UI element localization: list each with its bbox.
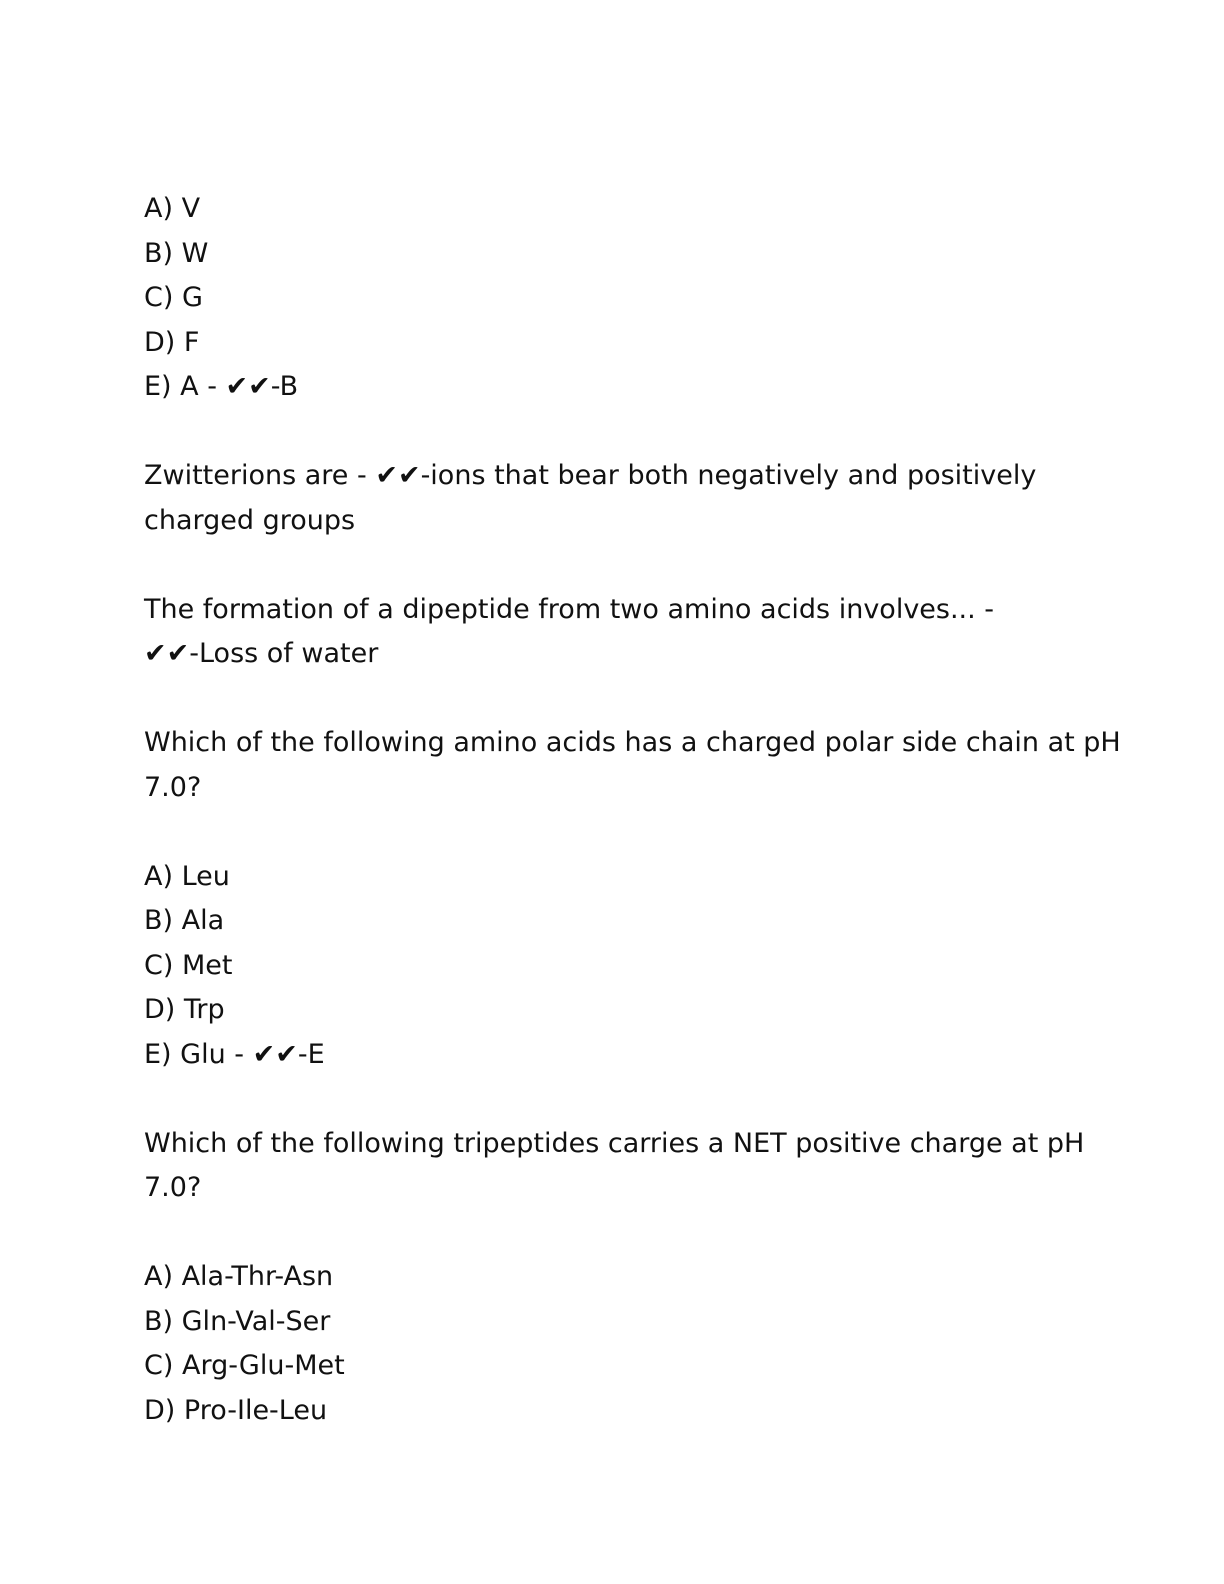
question-text: 7.0? bbox=[144, 771, 202, 803]
option-a: A) V bbox=[144, 193, 201, 224]
spacer bbox=[144, 810, 1084, 855]
option-e-answer: E) A - ✔✔-B bbox=[144, 371, 299, 402]
option-c: C) G bbox=[144, 282, 203, 313]
option-a: A) Leu bbox=[144, 860, 230, 892]
spacer bbox=[144, 543, 1084, 588]
qa-zwitterions bbox=[144, 454, 1084, 543]
option-list-1 bbox=[144, 187, 1084, 410]
option-list-3 bbox=[144, 1255, 1084, 1433]
option-d: D) Pro-Ile-Leu bbox=[144, 1394, 328, 1426]
option-c: C) Met bbox=[144, 949, 233, 981]
question-tripeptide bbox=[144, 1122, 1084, 1211]
option-d: D) Trp bbox=[144, 994, 225, 1025]
spacer bbox=[144, 677, 1084, 722]
option-b: B) W bbox=[144, 237, 209, 269]
question-text: Which of the following tripeptides carries a NET positive charge at pH bbox=[144, 1127, 1085, 1159]
qa-line: Zwitterions are - ✔✔-ions that bear both negatively and positively bbox=[144, 460, 1037, 491]
question-text: Which of the following amino acids has a charged polar side chain at pH bbox=[144, 727, 1121, 758]
qa-line: ✔✔-Loss of water bbox=[144, 638, 379, 669]
option-c: C) Arg-Glu-Met bbox=[144, 1350, 345, 1381]
page-content bbox=[144, 187, 1121, 1433]
qa-line: charged groups bbox=[144, 504, 356, 536]
option-e-answer: E) Glu - ✔✔-E bbox=[144, 1038, 325, 1070]
option-b: B) Ala bbox=[144, 905, 225, 936]
option-d: D) F bbox=[144, 326, 200, 358]
option-a: A) Ala-Thr-Asn bbox=[144, 1261, 334, 1292]
spacer bbox=[144, 1077, 1084, 1122]
spacer bbox=[144, 410, 1084, 455]
qa-dipeptide bbox=[144, 588, 1084, 677]
option-list-2 bbox=[144, 855, 1084, 1078]
question-text: 7.0? bbox=[144, 1172, 202, 1203]
question-charged-polar bbox=[144, 721, 1121, 810]
option-b: B) Gln-Val-Ser bbox=[144, 1305, 331, 1337]
spacer bbox=[144, 1211, 1084, 1256]
qa-line: The formation of a dipeptide from two amino acids involves... - bbox=[144, 593, 995, 625]
